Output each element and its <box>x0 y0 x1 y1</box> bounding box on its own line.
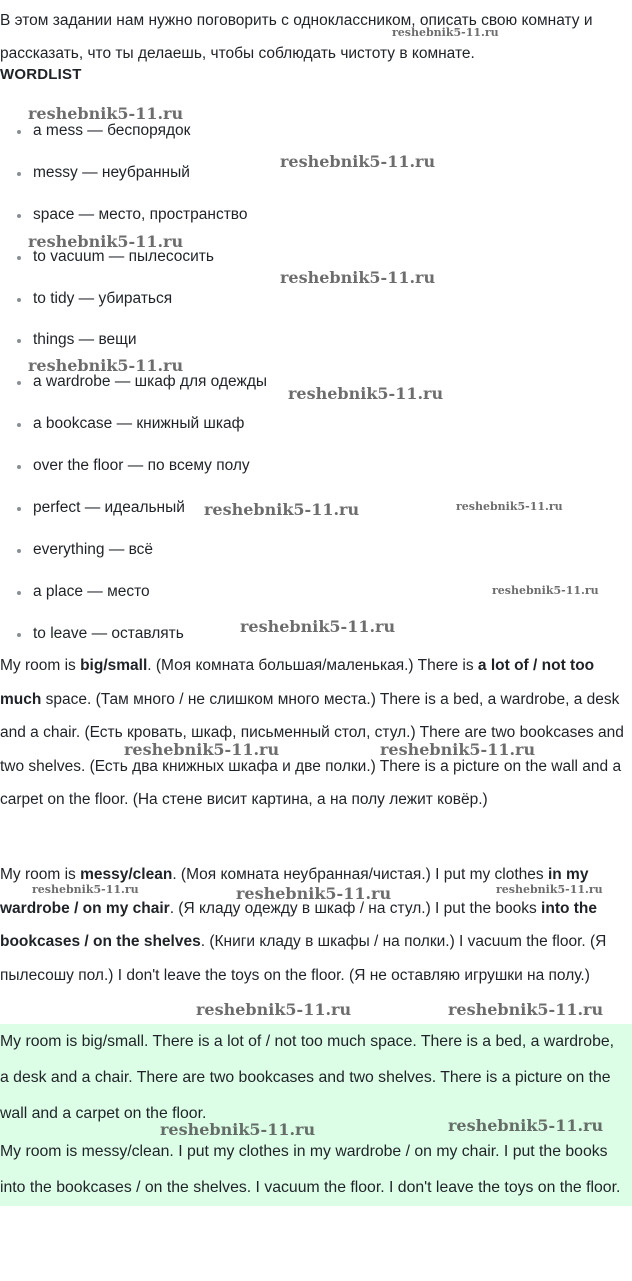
wordlist-item: everything — всё <box>0 533 632 575</box>
watermark: reshebnik5-11.ru <box>448 1116 604 1135</box>
watermark: reshebnik5-11.ru <box>236 884 392 903</box>
bullet-icon <box>17 130 21 134</box>
watermark: reshebnik5-11.ru <box>28 104 184 123</box>
watermark: reshebnik5-11.ru <box>32 883 139 896</box>
bullet-icon <box>17 633 21 637</box>
watermark: reshebnik5-11.ru <box>492 584 599 597</box>
watermark: reshebnik5-11.ru <box>380 740 536 759</box>
wordlist-item: a wardrobe — шкаф для одежды <box>0 365 632 407</box>
watermark: reshebnik5-11.ru <box>204 500 360 519</box>
watermark: reshebnik5-11.ru <box>456 500 563 513</box>
bold-phrase: into the bookcases / on the shelves <box>0 899 598 950</box>
wordlist-item: to tidy — убираться <box>0 282 632 324</box>
bullet-icon <box>17 549 21 553</box>
bullet-icon <box>17 214 21 218</box>
bullet-icon <box>17 465 21 469</box>
watermark: reshebnik5-11.ru <box>240 617 396 636</box>
wordlist-item: a bookcase — книжный шкаф <box>0 407 632 449</box>
bullet-icon <box>17 423 21 427</box>
bold-phrase: messy/clean <box>80 866 173 883</box>
answer-paragraph-2: My room is messy/clean. I put my clothes in my wardrobe / on my chair. I put the books into the bookcases / on the shelves. I vacuum the floor. I don't leave the toys on the floor. <box>0 1143 621 1196</box>
answer-paragraph-1: My room is big/small. There is a lot of / not too much space. There is a bed, a wardrobe, a desk and a chair. There are two bookcases and two shelves. There is a picture on the wall and a carpet on the floor. <box>0 1033 615 1122</box>
bold-phrase: a lot of / not too much <box>0 657 595 708</box>
watermark: reshebnik5-11.ru <box>28 232 184 251</box>
paragraph-room-cleanliness: My room is messy/clean. (Моя комната неубранная/чистая.) I put my clothes in my wardrobe / on my chair. (Я кладу одежду в шкаф / на стул.) I put the books into the bookcases / on the shelves. (Книги кладу в шкафы / на полки.) I vacuum the floor. (Я пылесошу пол.) I don't leave the toys on the floor. (Я не оставляю игрушки на полу.) <box>0 866 607 984</box>
bullet-icon <box>17 172 21 176</box>
wordlist-item: over the floor — по всему полу <box>0 449 632 491</box>
intro-text: В этом задании нам нужно поговорить с одноклассником, описать свою комнату и рассказать, что ты делаешь, чтобы соблюдать чистоту в комнате. <box>0 12 593 62</box>
bullet-icon <box>17 591 21 595</box>
bold-phrase: in my wardrobe / on my chair <box>0 866 589 917</box>
bullet-icon <box>17 298 21 302</box>
answer-block <box>0 1024 632 1206</box>
wordlist-item: to leave — оставлять <box>0 617 632 659</box>
bold-phrase: big/small <box>80 657 148 674</box>
wordlist-title: WORDLIST <box>0 66 82 83</box>
paragraph-room-size: My room is big/small. (Моя комната большая/маленькая.) There is a lot of / not too much space. (Там много / не слишком много места.) There is a bed, a wardrobe, a desk and a chair. (Есть кровать, шкаф, письменный стол, стул.) There are two bookcases and two shelves. (Есть два книжных шкафа и две полки.) There is a picture on the wall and a carpet on the floor. (На стене висит картина, а на полу лежит ковёр.) <box>0 657 624 808</box>
bullet-icon <box>17 256 21 260</box>
wordlist <box>0 114 632 659</box>
wordlist-item: things — вещи <box>0 323 632 365</box>
watermark: reshebnik5-11.ru <box>288 384 444 403</box>
bullet-icon <box>17 339 21 343</box>
wordlist-item: a place — место <box>0 575 632 617</box>
bullet-icon <box>17 381 21 385</box>
watermark: reshebnik5-11.ru <box>28 356 184 375</box>
wordlist-item: a mess — беспорядок <box>0 114 632 156</box>
wordlist-item: perfect — идеальный <box>0 491 632 533</box>
wordlist-item: space — место, пространство <box>0 198 632 240</box>
wordlist-item: messy — неубранный <box>0 156 632 198</box>
watermark: reshebnik5-11.ru <box>448 1000 604 1019</box>
watermark: reshebnik5-11.ru <box>124 740 280 759</box>
watermark: reshebnik5-11.ru <box>392 26 499 39</box>
watermark: reshebnik5-11.ru <box>160 1120 316 1139</box>
watermark: reshebnik5-11.ru <box>280 152 436 171</box>
bullet-icon <box>17 507 21 511</box>
wordlist-item: to vacuum — пылесосить <box>0 240 632 282</box>
watermark: reshebnik5-11.ru <box>280 268 436 287</box>
watermark: reshebnik5-11.ru <box>496 883 603 896</box>
watermark: reshebnik5-11.ru <box>196 1000 352 1019</box>
